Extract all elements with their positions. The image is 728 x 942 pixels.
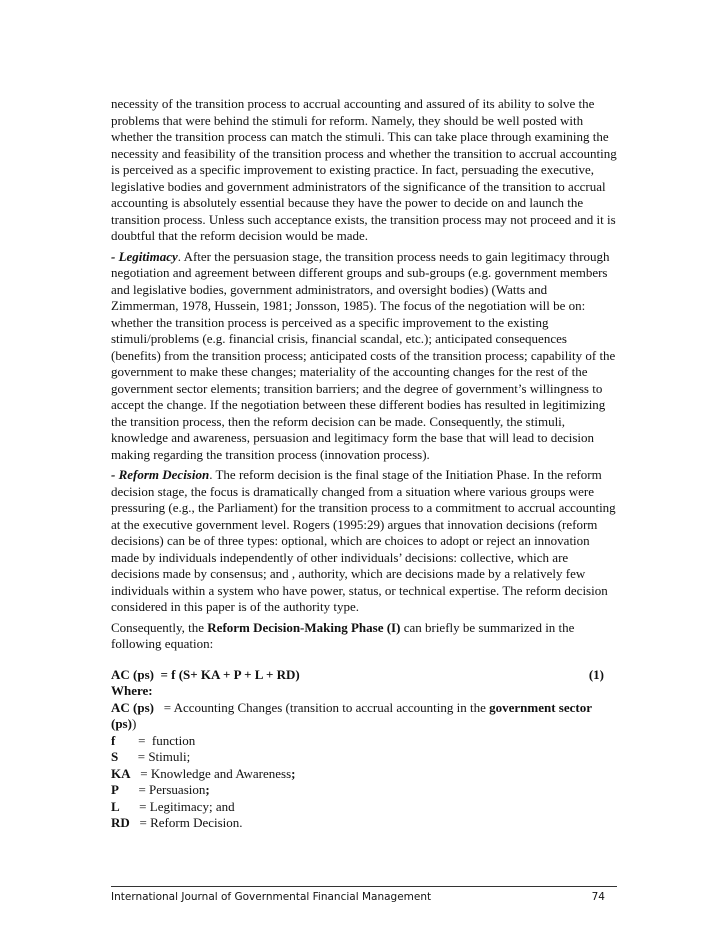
definition-s bbox=[111, 749, 617, 766]
definition-symbol: P bbox=[111, 782, 119, 797]
definition-punct: ; bbox=[291, 765, 296, 781]
definition-text: = Stimuli; bbox=[118, 749, 191, 764]
equation-number: (1) bbox=[588, 666, 604, 682]
definition-text: ) bbox=[131, 716, 137, 731]
where-label: Where: bbox=[111, 683, 153, 698]
legitimacy-heading: - Legitimacy bbox=[111, 248, 178, 264]
definition-symbol: AC (ps) bbox=[111, 699, 154, 715]
paragraph-text: . After the persuasion stage, the transition process needs to gain legitimacy through negotiation and agreement between different groups and sub-groups (e.g. government members and legislative bodies, government administrators, and oversight bodies) (Watts and Zimmerman, 1978, Hussein, 1981; Jonsson, 1985). The focus of the negotiation will be on: whether the transition process is perceived as a specific improvement to the existing stimuli/problems (e.g. financial crisis, financial scandal, etc.); anticipated consequences (benefits) from the transition process; anticipated costs of the transition process; capability of the government to make these changes; materiality of the accounting changes for the rest of the government sector elements; transition barriers; and the degree of government’s willingness to accept the change. If the negotiation between these different bodies has resulted in legitimizing the transition process, then the reform decision can be made. Consequently, the stimuli, knowledge and awareness, persuasion and legitimacy form the base that will lead to decision making regarding the transition process (innovation process). bbox=[111, 248, 616, 462]
definition-punct: ; bbox=[205, 782, 210, 797]
paragraph-summary bbox=[111, 620, 617, 653]
definition-symbol: KA bbox=[111, 765, 131, 781]
paragraph-text: can briefly be summarized in the following equation: bbox=[111, 619, 575, 651]
paragraph-text: Consequently, the bbox=[111, 619, 208, 635]
page-number: 74 bbox=[591, 891, 605, 903]
definition-text: = function bbox=[115, 732, 196, 748]
definition-bold: government sector bbox=[489, 699, 593, 715]
definition-symbol: S bbox=[111, 749, 119, 764]
definition-text: = Accounting Changes (transition to accrual accounting in the bbox=[153, 699, 490, 715]
phase-name: Reform Decision-Making Phase (I) bbox=[207, 619, 401, 635]
paragraph-reform-decision bbox=[111, 467, 617, 616]
definition-ka bbox=[111, 766, 617, 783]
definition-f bbox=[111, 733, 617, 750]
definition-text: = Legitimacy; and bbox=[119, 798, 235, 814]
paragraph-persuasion-end bbox=[111, 96, 617, 245]
definition-symbol: f bbox=[111, 732, 116, 748]
definition-symbol: L bbox=[111, 798, 120, 814]
equation-formula: AC (ps) = f (S+ KA + P + L + RD) bbox=[111, 666, 300, 682]
definition-ac bbox=[111, 700, 617, 733]
equation-line bbox=[111, 667, 617, 684]
definition-text: = Reform Decision. bbox=[129, 815, 243, 830]
body-text bbox=[111, 96, 617, 832]
paragraph-legitimacy bbox=[111, 249, 617, 464]
definition-text: = Persuasion bbox=[118, 782, 206, 797]
equation-block bbox=[111, 667, 617, 832]
reform-decision-heading: - Reform Decision bbox=[111, 467, 210, 482]
journal-name: International Journal of Governmental Financial Management bbox=[111, 891, 432, 903]
paragraph-text: . The reform decision is the final stage of the Initiation Phase. In the reform decision stage, the focus is dramatically changed from a situation where various groups were pressuring (e.g., the Parliament) for the transition process to a commitment to accrual accounting at the executive government level. Rogers (1995:29) argues that innovation decisions (reform decisions) can be of three types: optional, which are choices to adopt or reject an innovation made by individuals independently of other individuals’ decisions: collective, which are decisions made by consensus; and , authority, which are decisions made by a relatively few individuals within a system who have power, status, or technical expertise. The reform decision considered in this paper is of the authority type. bbox=[111, 467, 616, 614]
definition-l bbox=[111, 799, 617, 816]
footer-divider bbox=[111, 886, 617, 887]
definition-p bbox=[111, 782, 617, 799]
page-footer bbox=[111, 889, 617, 905]
paragraph-text: necessity of the transition process to accrual accounting and assured of its ability to solve the problems that were behind the stimuli for reform. Namely, they should be well posted with whether the transition process can match the stimuli. This can take place through examining the necessity and feasibility of the transition process and whether the transition to accrual accounting is perceived as a specific improvement to existing practice. In fact, persuading the executive, legislative bodies and government administrators of the significance of the transition to accrual accounting is absolutely essential because they have the power to decide on and launch the transition process. Unless such acceptance exists, the transition process may not proceed and it is doubtful that the reform decision would be made. bbox=[111, 96, 617, 243]
definition-rd bbox=[111, 815, 617, 832]
definition-bold: (ps) bbox=[111, 716, 132, 731]
definition-symbol: RD bbox=[111, 815, 130, 830]
definition-text: = Knowledge and Awareness bbox=[130, 765, 292, 781]
